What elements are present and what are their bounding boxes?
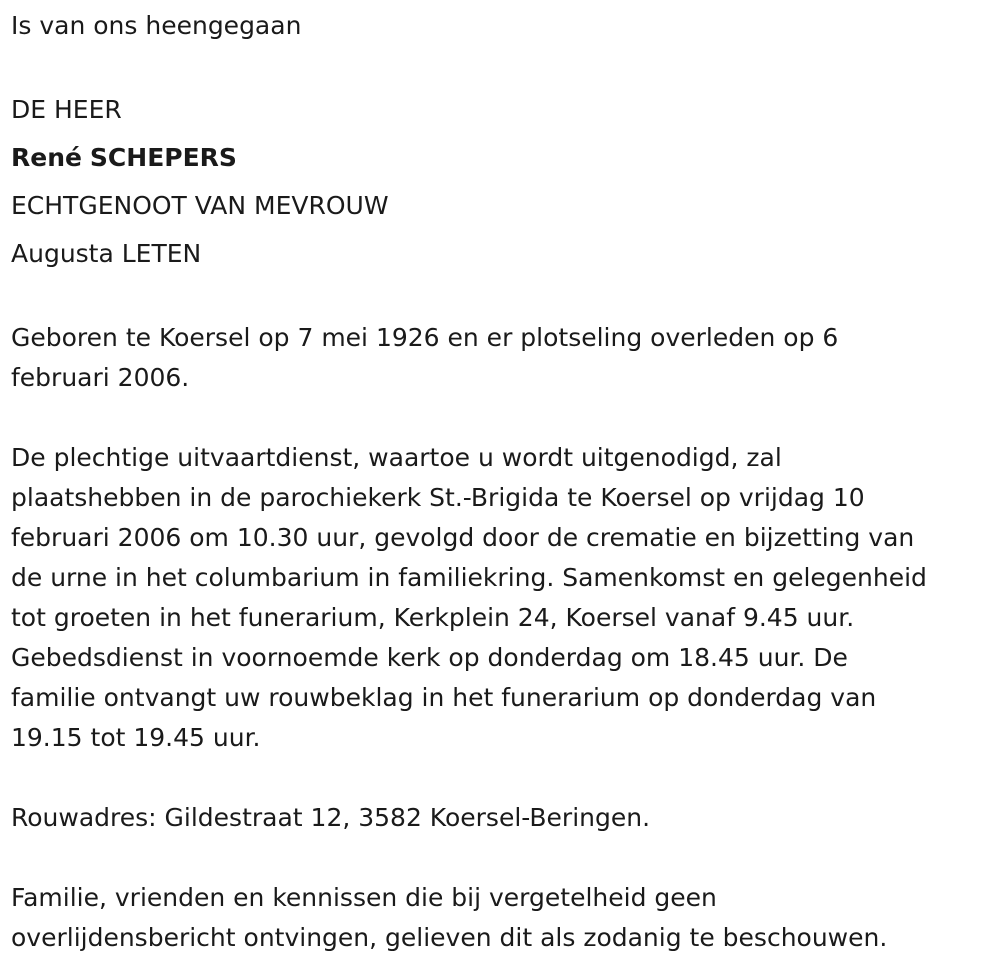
- address-line: Rouwadres: Gildestraat 12, 3582 Koersel-Beringen.: [11, 803, 651, 832]
- spouse-name: Augusta LETEN: [11, 239, 202, 268]
- relation-line: ECHTGENOOT VAN MEVROUW: [11, 191, 389, 220]
- paragraph-line: februari 2006.: [11, 363, 190, 392]
- paragraph-line: Familie, vrienden en kennissen die bij vergetelheid geen: [11, 883, 717, 912]
- deceased-first-name: René: [11, 143, 82, 172]
- paragraph-line: familie ontvangt uw rouwbeklag in het funerarium op donderdag van: [11, 683, 877, 712]
- paragraph-line: tot groeten in het funerarium, Kerkplein 24, Koersel vanaf 9.45 uur.: [11, 603, 855, 632]
- ceremony-paragraph: [11, 438, 993, 758]
- deceased-name: [11, 134, 993, 182]
- spacer: [11, 838, 993, 878]
- paragraph-line: plaatshebben in de parochiekerk St.-Brigida te Koersel op vrijdag 10: [11, 483, 865, 512]
- intro-line: Is van ons heengegaan: [11, 11, 302, 40]
- deceased-last-name: SCHEPERS: [89, 143, 237, 172]
- paragraph-line: de urne in het columbarium in familiekring. Samenkomst en gelegenheid: [11, 563, 927, 592]
- obituary-notice: [11, 6, 993, 958]
- paragraph-line: overlijdensbericht ontvingen, gelieven dit als zodanig te beschouwen.: [11, 923, 888, 952]
- spacer: [11, 46, 993, 86]
- paragraph-line: Geboren te Koersel op 7 mei 1926 en er plotseling overleden op 6: [11, 323, 839, 352]
- paragraph-line: Gebedsdienst in voornoemde kerk op donderdag om 18.45 uur. De: [11, 643, 848, 672]
- spacer: [11, 758, 993, 798]
- paragraph-line: 19.15 tot 19.45 uur.: [11, 723, 261, 752]
- closing-paragraph: [11, 878, 993, 958]
- spacer: [11, 398, 993, 438]
- title-prefix: DE HEER: [11, 95, 122, 124]
- birth-death-paragraph: [11, 318, 993, 398]
- paragraph-line: februari 2006 om 10.30 uur, gevolgd door de crematie en bijzetting van: [11, 523, 915, 552]
- spacer: [11, 278, 993, 318]
- paragraph-line: De plechtige uitvaartdienst, waartoe u wordt uitgenodigd, zal: [11, 443, 782, 472]
